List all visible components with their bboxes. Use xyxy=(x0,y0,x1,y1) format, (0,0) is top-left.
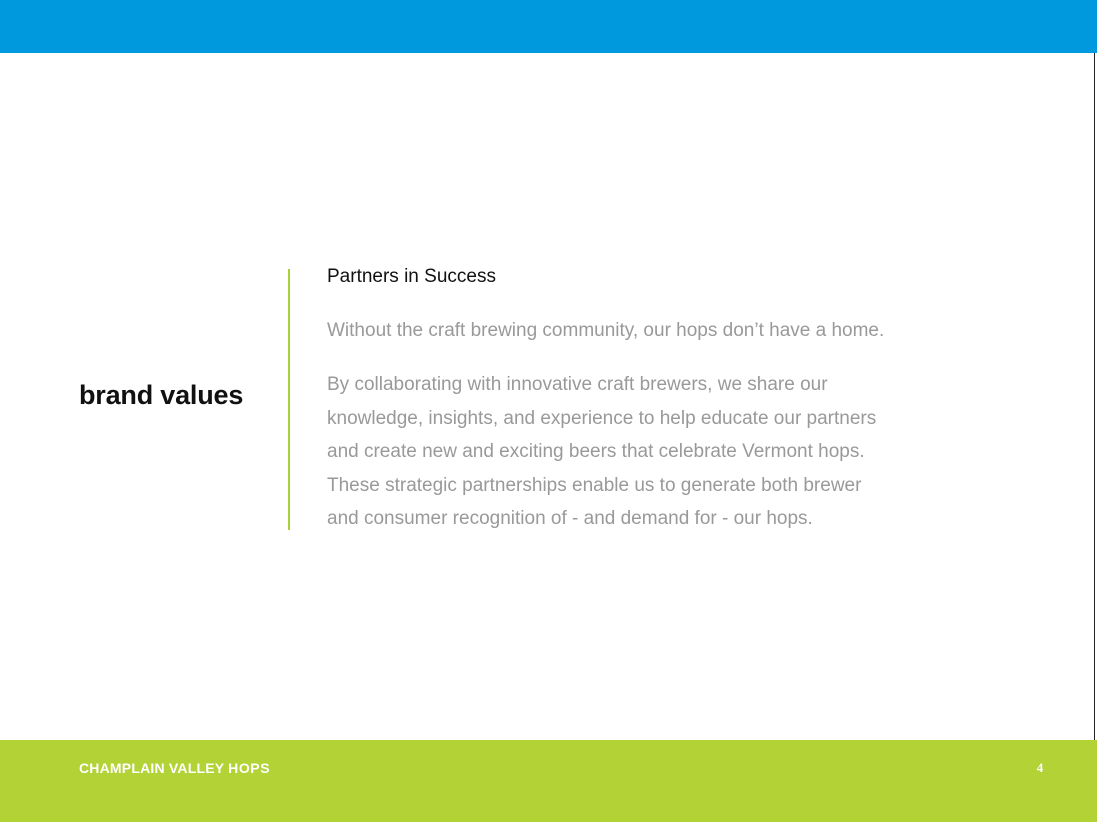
brand-logo-text xyxy=(79,760,270,776)
body-line: By collaborating with innovative craft brewers, we share our xyxy=(327,374,828,395)
body-line: knowledge, insights, and experience to help educate our partners xyxy=(327,407,877,429)
top-banner xyxy=(0,0,1097,53)
body-paragraph xyxy=(327,370,1047,538)
brand-name-prefix: CHAMPLAIN VALLEY xyxy=(79,760,229,776)
page-edge-rule xyxy=(1094,53,1095,740)
vertical-divider xyxy=(288,269,290,530)
section-title: brand values xyxy=(79,380,244,410)
brand-name-suffix: HOPS xyxy=(228,760,271,776)
content-heading: Partners in Success xyxy=(327,266,496,287)
page-number: 4 xyxy=(1036,760,1044,775)
lead-paragraph: Without the craft brewing community, our hops don’t have a home. xyxy=(327,320,885,341)
content-block xyxy=(327,262,1047,538)
body-line: and consumer recognition of - and demand for - our hops. xyxy=(327,508,813,530)
footer-bar xyxy=(0,740,1097,822)
body-line: These strategic partnerships enable us to generate both brewer xyxy=(327,474,862,496)
body-line: and create new and exciting beers that celebrate Vermont hops. xyxy=(327,441,865,463)
